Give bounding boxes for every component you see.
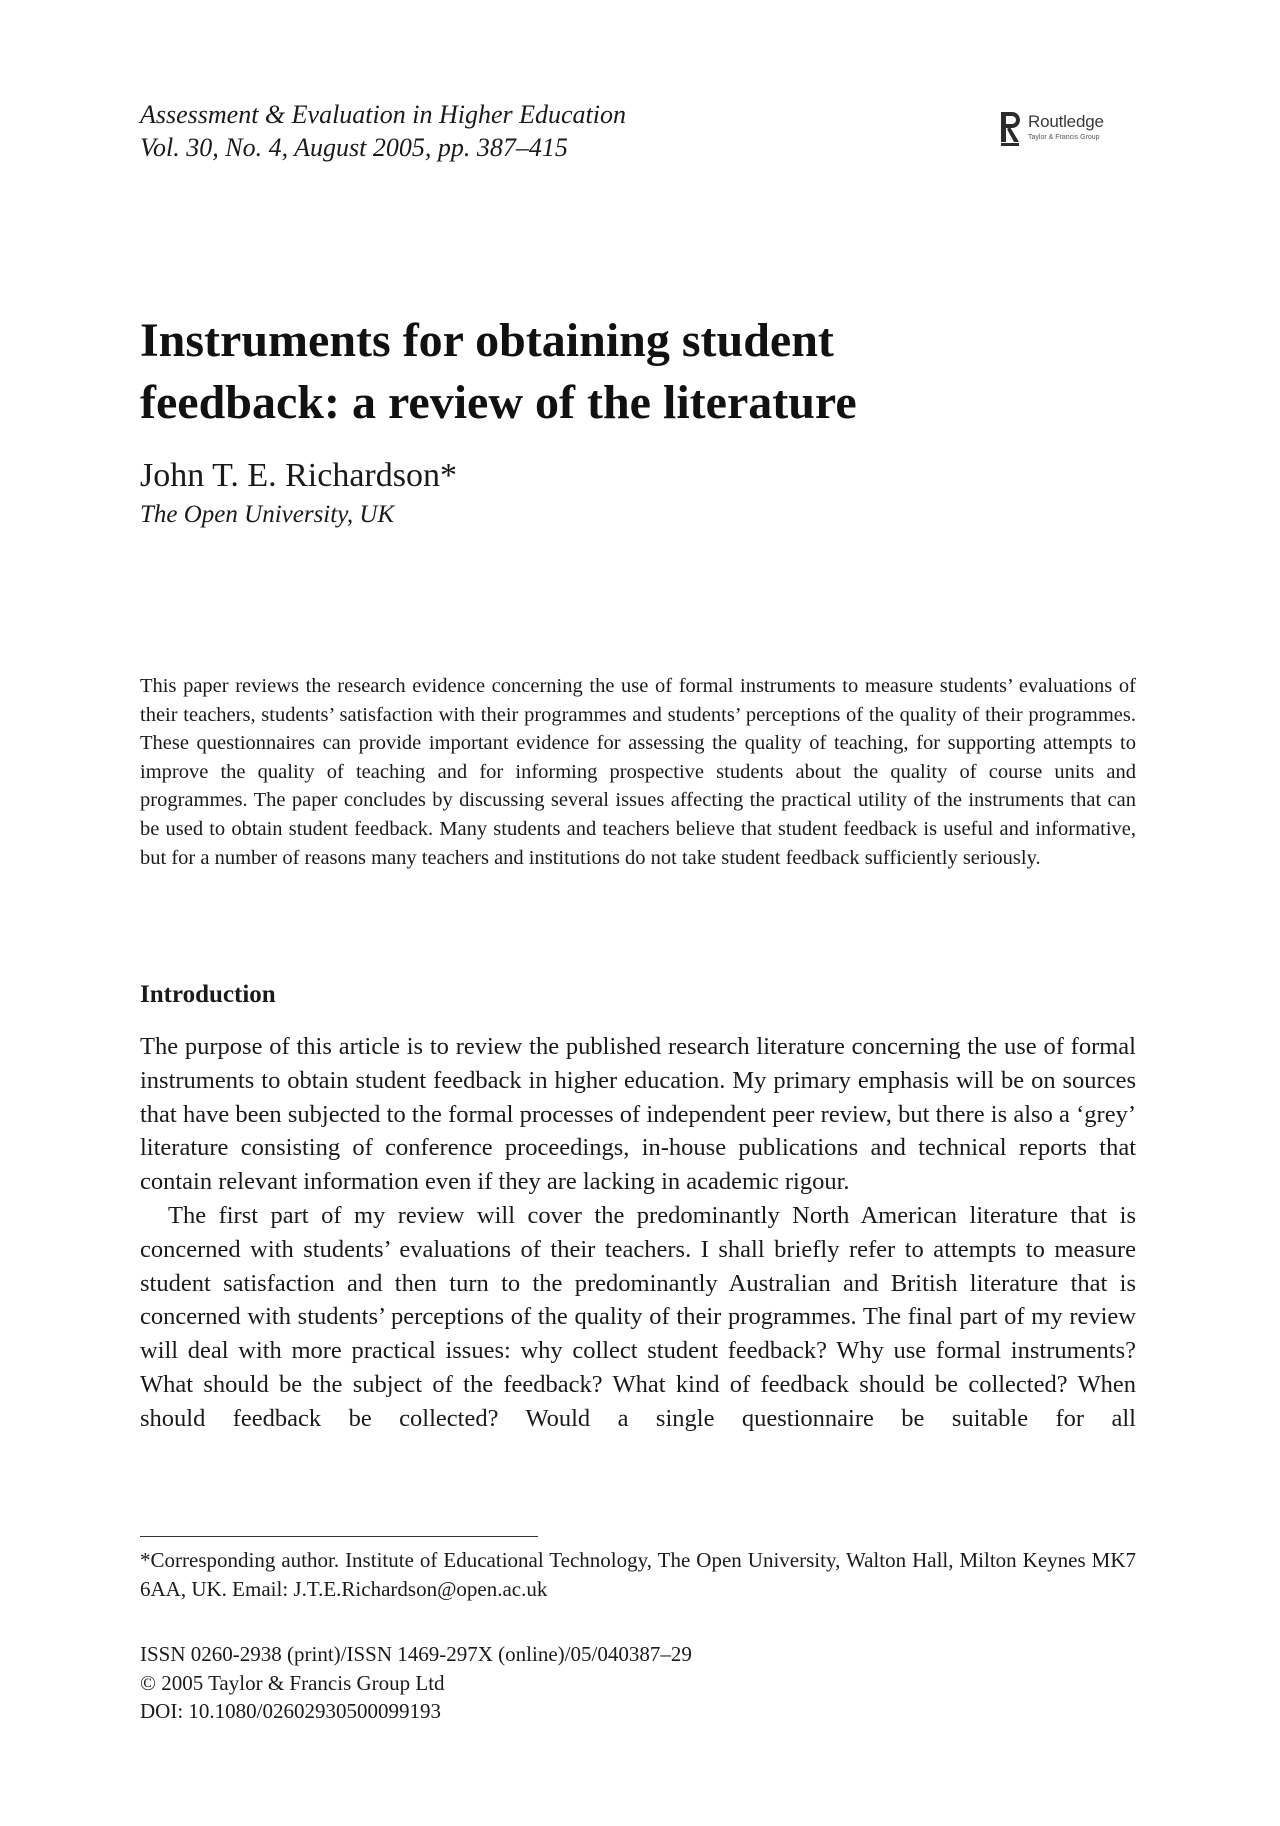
journal-citation: Vol. 30, No. 4, August 2005, pp. 387–415: [140, 133, 568, 162]
article-title-line-1: Instruments for obtaining student: [140, 314, 834, 367]
publisher-subtitle: Taylor & Francis Group: [1028, 134, 1100, 141]
doi: DOI: 10.1080/02602930500099193: [140, 1699, 441, 1723]
abstract: This paper reviews the research evidence concerning the use of formal instruments to measure students’ evaluations of their teachers, students’ satisfaction with their programmes and students’ perceptions of the quality of their programmes. These questionnaires can provide important evidence for assessing the quality of teaching, for supporting attempts to improve the quality of teaching and for informing prospective students about the quality of course units and programmes. The paper concludes by discussing several issues affecting the practical utility of the instruments that can be used to obtain student feedback. Many students and teachers believe that student feedback is useful and informative, but for a number of reasons many teachers and institutions do not take student feedback sufficiently seriously.: [140, 675, 1136, 869]
article-title: [140, 310, 1140, 434]
author-affiliation: The Open University, UK: [140, 501, 395, 528]
body-paragraph-1: The purpose of this article is to review the published research literature concerning the use of formal instruments to obtain student feedback in higher education. My primary emphasis will be on sources that have been subjected to the formal processes of independent peer review, but there is also a ‘grey’ literature consisting of conference proceedings, in-house publications and technical reports that contain relevant information even if they are lacking in academic rigour.: [140, 1033, 1136, 1196]
body-paragraph-2: The first part of my review will cover the predominantly North American literature that is concerned with students’ evaluations of their teachers. I shall briefly refer to attempts to measure student satisfaction and then turn to the predominantly Australian and British literature that is concerned with students’ perceptions of the quality of their programmes. The final part of my review will deal with more practical issues: why collect student feedback? Why use formal instruments? What should be the subject of the feedback? What kind of feedback should be collected? When should feedback be collected? Would a single questionnaire be suitable for all: [140, 1201, 1136, 1432]
article-title-line-2: feedback: a review of the literature: [140, 376, 857, 429]
footnote-divider: [140, 1536, 538, 1537]
journal-header: [140, 98, 626, 164]
journal-name: Assessment & Evaluation in Higher Education: [140, 100, 627, 129]
publisher-name: Routledge: [1028, 112, 1104, 131]
copyright: © 2005 Taylor & Francis Group Ltd: [140, 1670, 445, 1695]
corresponding-author-footnote: *Corresponding author. Institute of Educational Technology, The Open University, Walton Hall, Milton Keynes MK7 6AA, UK. Email: J.T.E.Richardson@open.ac.uk: [140, 1548, 1136, 1601]
section-heading-introduction: Introduction: [140, 981, 276, 1008]
article-body: [140, 1030, 1136, 1436]
publisher-logo: [1000, 110, 1140, 150]
article-author: John T. E. Richardson*: [140, 457, 457, 494]
publication-info: [140, 1640, 692, 1726]
issn: ISSN 0260-2938 (print)/ISSN 1469-297X (online)/05/040387–29: [140, 1642, 692, 1666]
routledge-r-logo-icon: [1000, 110, 1022, 148]
